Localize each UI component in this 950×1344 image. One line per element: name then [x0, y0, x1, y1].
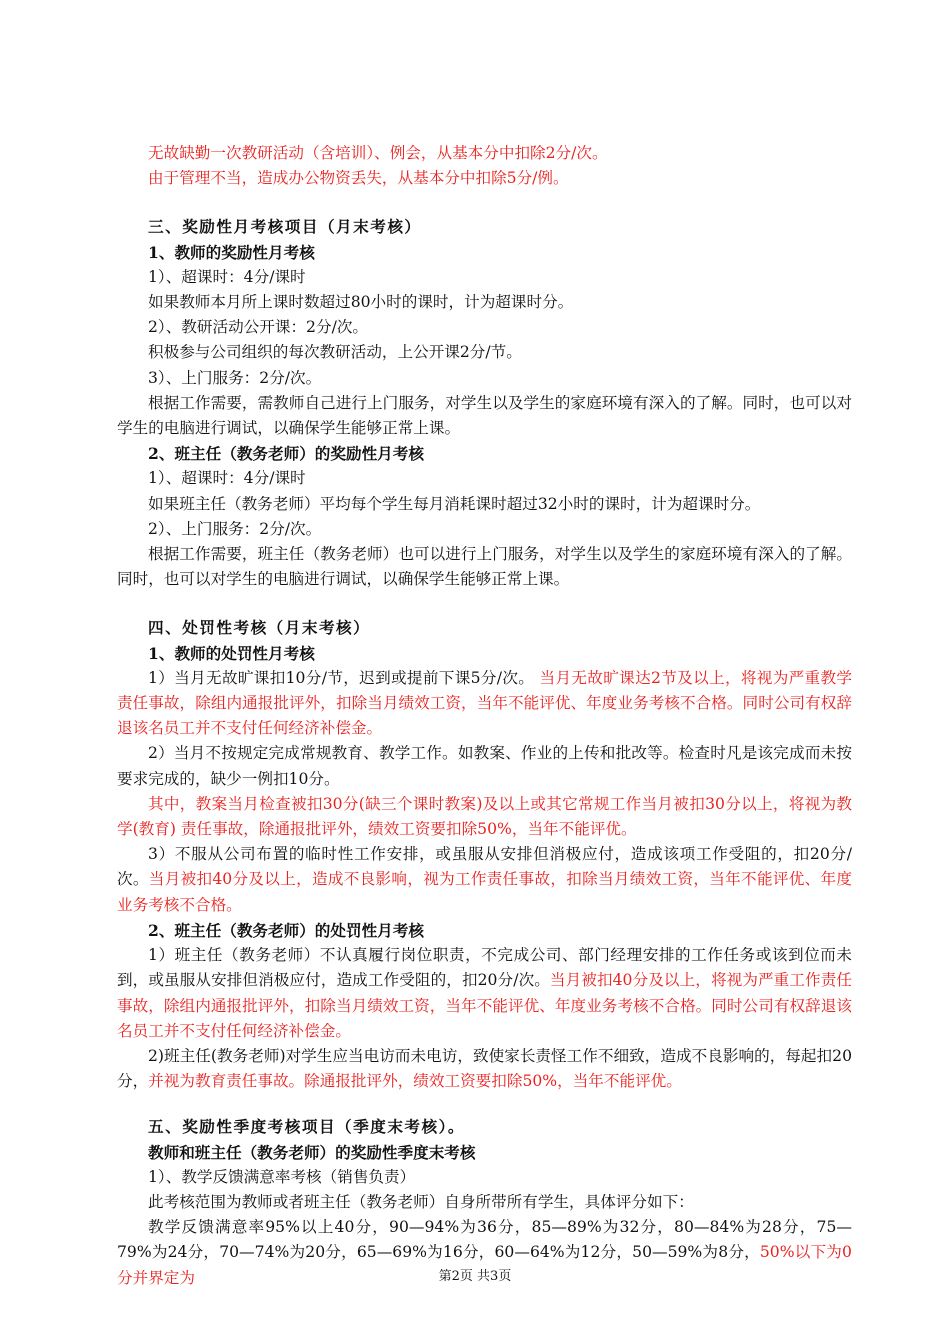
s4-para-1: [117, 666, 852, 742]
page-footer: 第2页 共3页: [438, 1269, 512, 1284]
s5-score-text: 教学反馈满意率95%以上40分，90—94%为36分，85—89%为32分，80—84%为28分，75—79%为24分，70—74%为20分，65—69%为16分，60—64%为12分，50—59%为8分，: [117, 1218, 852, 1262]
s5-score-red: 50%以下为0分并界定为: [117, 1243, 852, 1287]
s3-j-item-1-desc: 如果班主任（教务老师）平均每个学生每月消耗课时超过32小时的课时，计为超课时分。: [148, 494, 761, 513]
s4-para-1-red: 当月无故旷课达2节及以上，将视为严重教学责任事故，除组内通报批评外，扣除当月绩效工资，当年不能评优、年度业务考核不合格。同时公司有权辞退该名员工并不支付任何经济补偿金。: [117, 668, 852, 738]
s4-para-2: 2）当月不按规定完成常规教育、教学工作。如教案、作业的上传和批改等。检查时凡是该完成而未按要求完成的，缺少一例扣10分。: [117, 744, 852, 788]
s4-q-para-2-red: 并视为教育责任事故。除通报批评外，绩效工资要扣除50%，当年不能评优。: [148, 1072, 682, 1091]
page-content: [117, 141, 852, 1291]
s5-item-1-desc: 此考核范围为教师或者班主任（教务老师）自身所带所有学生，具体评分如下：: [148, 1192, 694, 1211]
s3-j-item-2: 2）、上门服务：2分/次。: [148, 519, 322, 538]
s5-item-1: 1）、教学反馈满意率考核（销售负责）: [148, 1167, 416, 1186]
section-5-title: 五、奖励性季度考核项目（季度末考核）。: [148, 1117, 465, 1137]
s4-q-para-1-red: 当月被扣40分及以上，将视为严重工作责任事故，除组内通报批评外，扣除当月绩效工资，当年不能评优、年度业务考核不合格。同时公司有权辞退该名员工并不支付任何经济补偿金。: [117, 971, 852, 1040]
s3-item-3: 3）、上门服务：2分/次。: [148, 368, 322, 387]
s3-item-3-desc: 根据工作需要，需教师自己进行上门服务，对学生以及学生的家庭环境有深入的了解。同时，也可以对学生的电脑进行调试，以确保学生能够正常上课。: [117, 393, 852, 438]
section-4-title: 四、处罚性考核（月末考核）: [148, 618, 371, 638]
spacer: [117, 191, 852, 214]
s3-j-item-2-desc: 根据工作需要，班主任（教务老师）也可以进行上门服务，对学生以及学生的家庭环境有深入的了解。同时，也可以对学生的电脑进行调试，以确保学生能够正常上课。: [117, 545, 852, 589]
s4-para-4: [117, 842, 852, 918]
s3-item-2-desc: 积极参与公司组织的每次教研活动，上公开课2分/节。: [148, 343, 522, 362]
s4-q-para-2: [117, 1044, 852, 1094]
section-3-sub-2: 2、班主任（教务老师）的奖励性月考核: [148, 444, 424, 464]
s3-item-1: 1）、超课时：4分/课时: [148, 267, 306, 286]
s3-item-1-desc: 如果教师本月所上课时数超过80小时的课时，计为超课时分。: [148, 293, 574, 312]
s4-q-para-1-text: 1）班主任（教务老师）不认真履行岗位职责，不完成公司、部门经理安排的工作任务或该到位而未到，或虽服从安排但消极应付，造成工作受阻的，扣20分/次。: [117, 946, 852, 990]
s3-j-item-1: 1）、超课时：4分/课时: [148, 469, 306, 488]
s4-para-3: 其中，教案当月检查被扣30分(缺三个课时教案)及以上或其它常规工作当月被扣30分以上，将视为教学(教育) 责任事故，除通报批评外，绩效工资要扣除50%，当年不能评优。: [117, 794, 852, 839]
section-4-sub-1: 1、教师的处罚性月考核: [148, 643, 315, 663]
section-3-sub-1: 1、教师的奖励性月考核: [148, 242, 315, 262]
s3-item-2: 2）、教研活动公开课：2分/次。: [148, 318, 369, 337]
s4-q-para-2-text: 2)班主任(教务老师)对学生应当电访而未电访，致使家长责怪工作不细致，造成不良影响的，每起扣20分，: [117, 1046, 852, 1091]
spacer: [117, 592, 852, 615]
s4-para-4-text: 3）不服从公司布置的临时性工作安排，或虽服从安排但消极应付，造成该项工作受阻的，扣20分/次。: [117, 845, 852, 889]
s4-para-1-text: 1）当月无故旷课扣10分/节，迟到或提前下课5分/次。: [148, 668, 535, 687]
spacer: [117, 1094, 852, 1114]
section-4-sub-2: 2、班主任（教务老师）的处罚性月考核: [148, 920, 424, 940]
section-3-title: 三、奖励性月考核项目（月末考核）: [148, 217, 422, 237]
s4-para-4-red: 当月被扣40分及以上，造成不良影响，视为工作责任事故，扣除当月绩效工资，当年不能评优、年度业务考核不合格。: [117, 870, 852, 914]
s4-q-para-1: [117, 943, 852, 1044]
top-item-2: 由于管理不当，造成办公物资丢失，从基本分中扣除5分/例。: [148, 169, 569, 188]
top-item-1: 无故缺勤一次教研活动（含培训）、例会，从基本分中扣除2分/次。: [148, 144, 608, 162]
section-5-sub-1: 教师和班主任（教务老师）的奖励性季度末考核: [148, 1142, 476, 1162]
